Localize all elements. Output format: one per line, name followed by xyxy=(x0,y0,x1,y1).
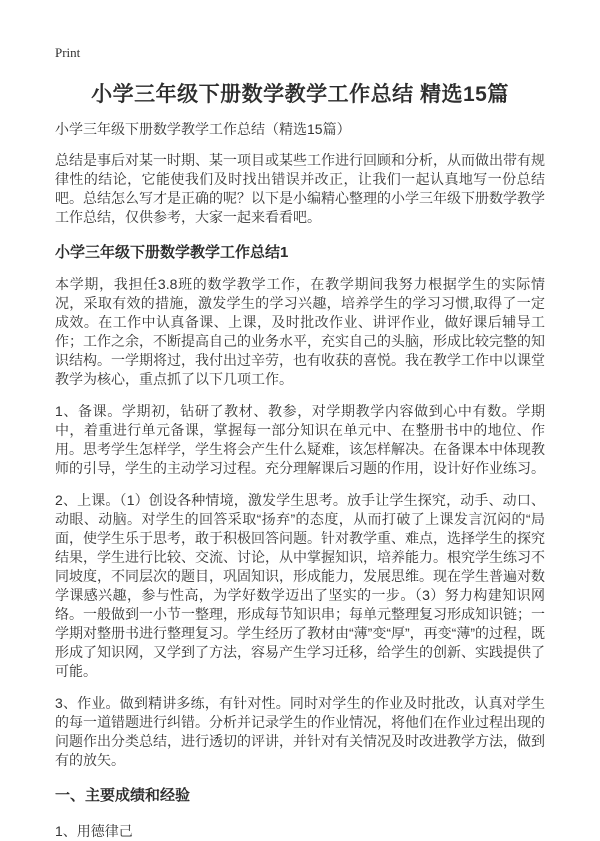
sub-item-self-discipline: 1、用德律己 xyxy=(55,823,133,839)
document-subtitle: 小学三年级下册数学教学工作总结（精选15篇） xyxy=(55,121,351,137)
section-heading-achievements: 一、主要成绩和经验 xyxy=(55,787,191,804)
paragraph-lesson-prep: 1、备课。学期初，钻研了教材、教参，对学期教学内容做到心中有数。学期中，着重进行单元备课，掌握每一部分知识在单元中、在整册书中的地位、作用。思考学生怎样学，学生将会产生什么疑难，该怎样解决。在备课本中体现教师的引导，学生的主动学习过程。充分理解课后习题的作用，设计好作业练习。 xyxy=(55,403,545,476)
paragraph-teaching: 2、上课。（1）创设各种情境，激发学生思考。放手让学生探究，动手、动口、动眼、动脑。对学生的回答采取“扬弃”的态度，从而打破了上课发言沉闷的“局面，使学生乐于思考，敢于积极回答问题。针对教学重、难点，选择学生的探究结果，学生进行比较、交流、讨论，从中掌握知识，培养能力。根究学生练习不同坡度，不同层次的题目，巩固知识，形成能力，发展思维。现在学生普遍对数学课感兴趣，参与性高，为学好数学迈出了坚实的一步。（3）努力构建知识网络。一般做到一小节一整理，形成每节知识串；每单元整理复习形成知识链；一学期对整册书进行整理复习。学生经历了教材由“薄”变“厚”，再变“薄”的过程，既形成了知识网，又学到了方法，容易产生学习迁移，给学生的创新、实践提供了可能。 xyxy=(55,492,545,679)
print-link[interactable]: Print xyxy=(55,45,81,60)
intro-paragraph: 总结是事后对某一时期、某一项目或某些工作进行回顾和分析，从而做出带有规律性的结论，它能使我们及时找出错误并改正，让我们一起认真地写一份总结吧。总结怎么写才是正确的呢？以下是小编精心整理的小学三年级下册数学教学工作总结，仅供参考，大家一起来看看吧。 xyxy=(55,152,545,225)
paragraph-homework: 3、作业。做到精讲多练，有针对性。同时对学生的作业及时批改，认真对学生的每一道错题进行纠错。分析并记录学生的作业情况，将他们在作业过程出现的问题作出分类总结，进行透切的评讲，并针对有关情况及时改进教学方法，做到有的放矢。 xyxy=(55,695,545,768)
section-heading-summary-1: 小学三年级下册数学教学工作总结1 xyxy=(55,244,289,261)
page-title: 小学三年级下册数学教学工作总结 精选15篇 xyxy=(91,83,509,106)
paragraph-overview: 本学期，我担任3.8班的数学教学工作，在教学期间我努力根据学生的实际情况，采取有效的措施，激发学生的学习兴趣，培养学生的学习习惯,取得了一定成效。在工作中认真备课、上课，及时批改作业、讲评作业，做好课后辅导工作；工作之余，不断提高自己的业务水平，充实自己的头脑，形成比较完整的知识结构。一学期将过，我付出过辛劳，也有收获的喜悦。我在教学工作中以课堂教学为核心，重点抓了以下几项工作。 xyxy=(55,276,545,387)
